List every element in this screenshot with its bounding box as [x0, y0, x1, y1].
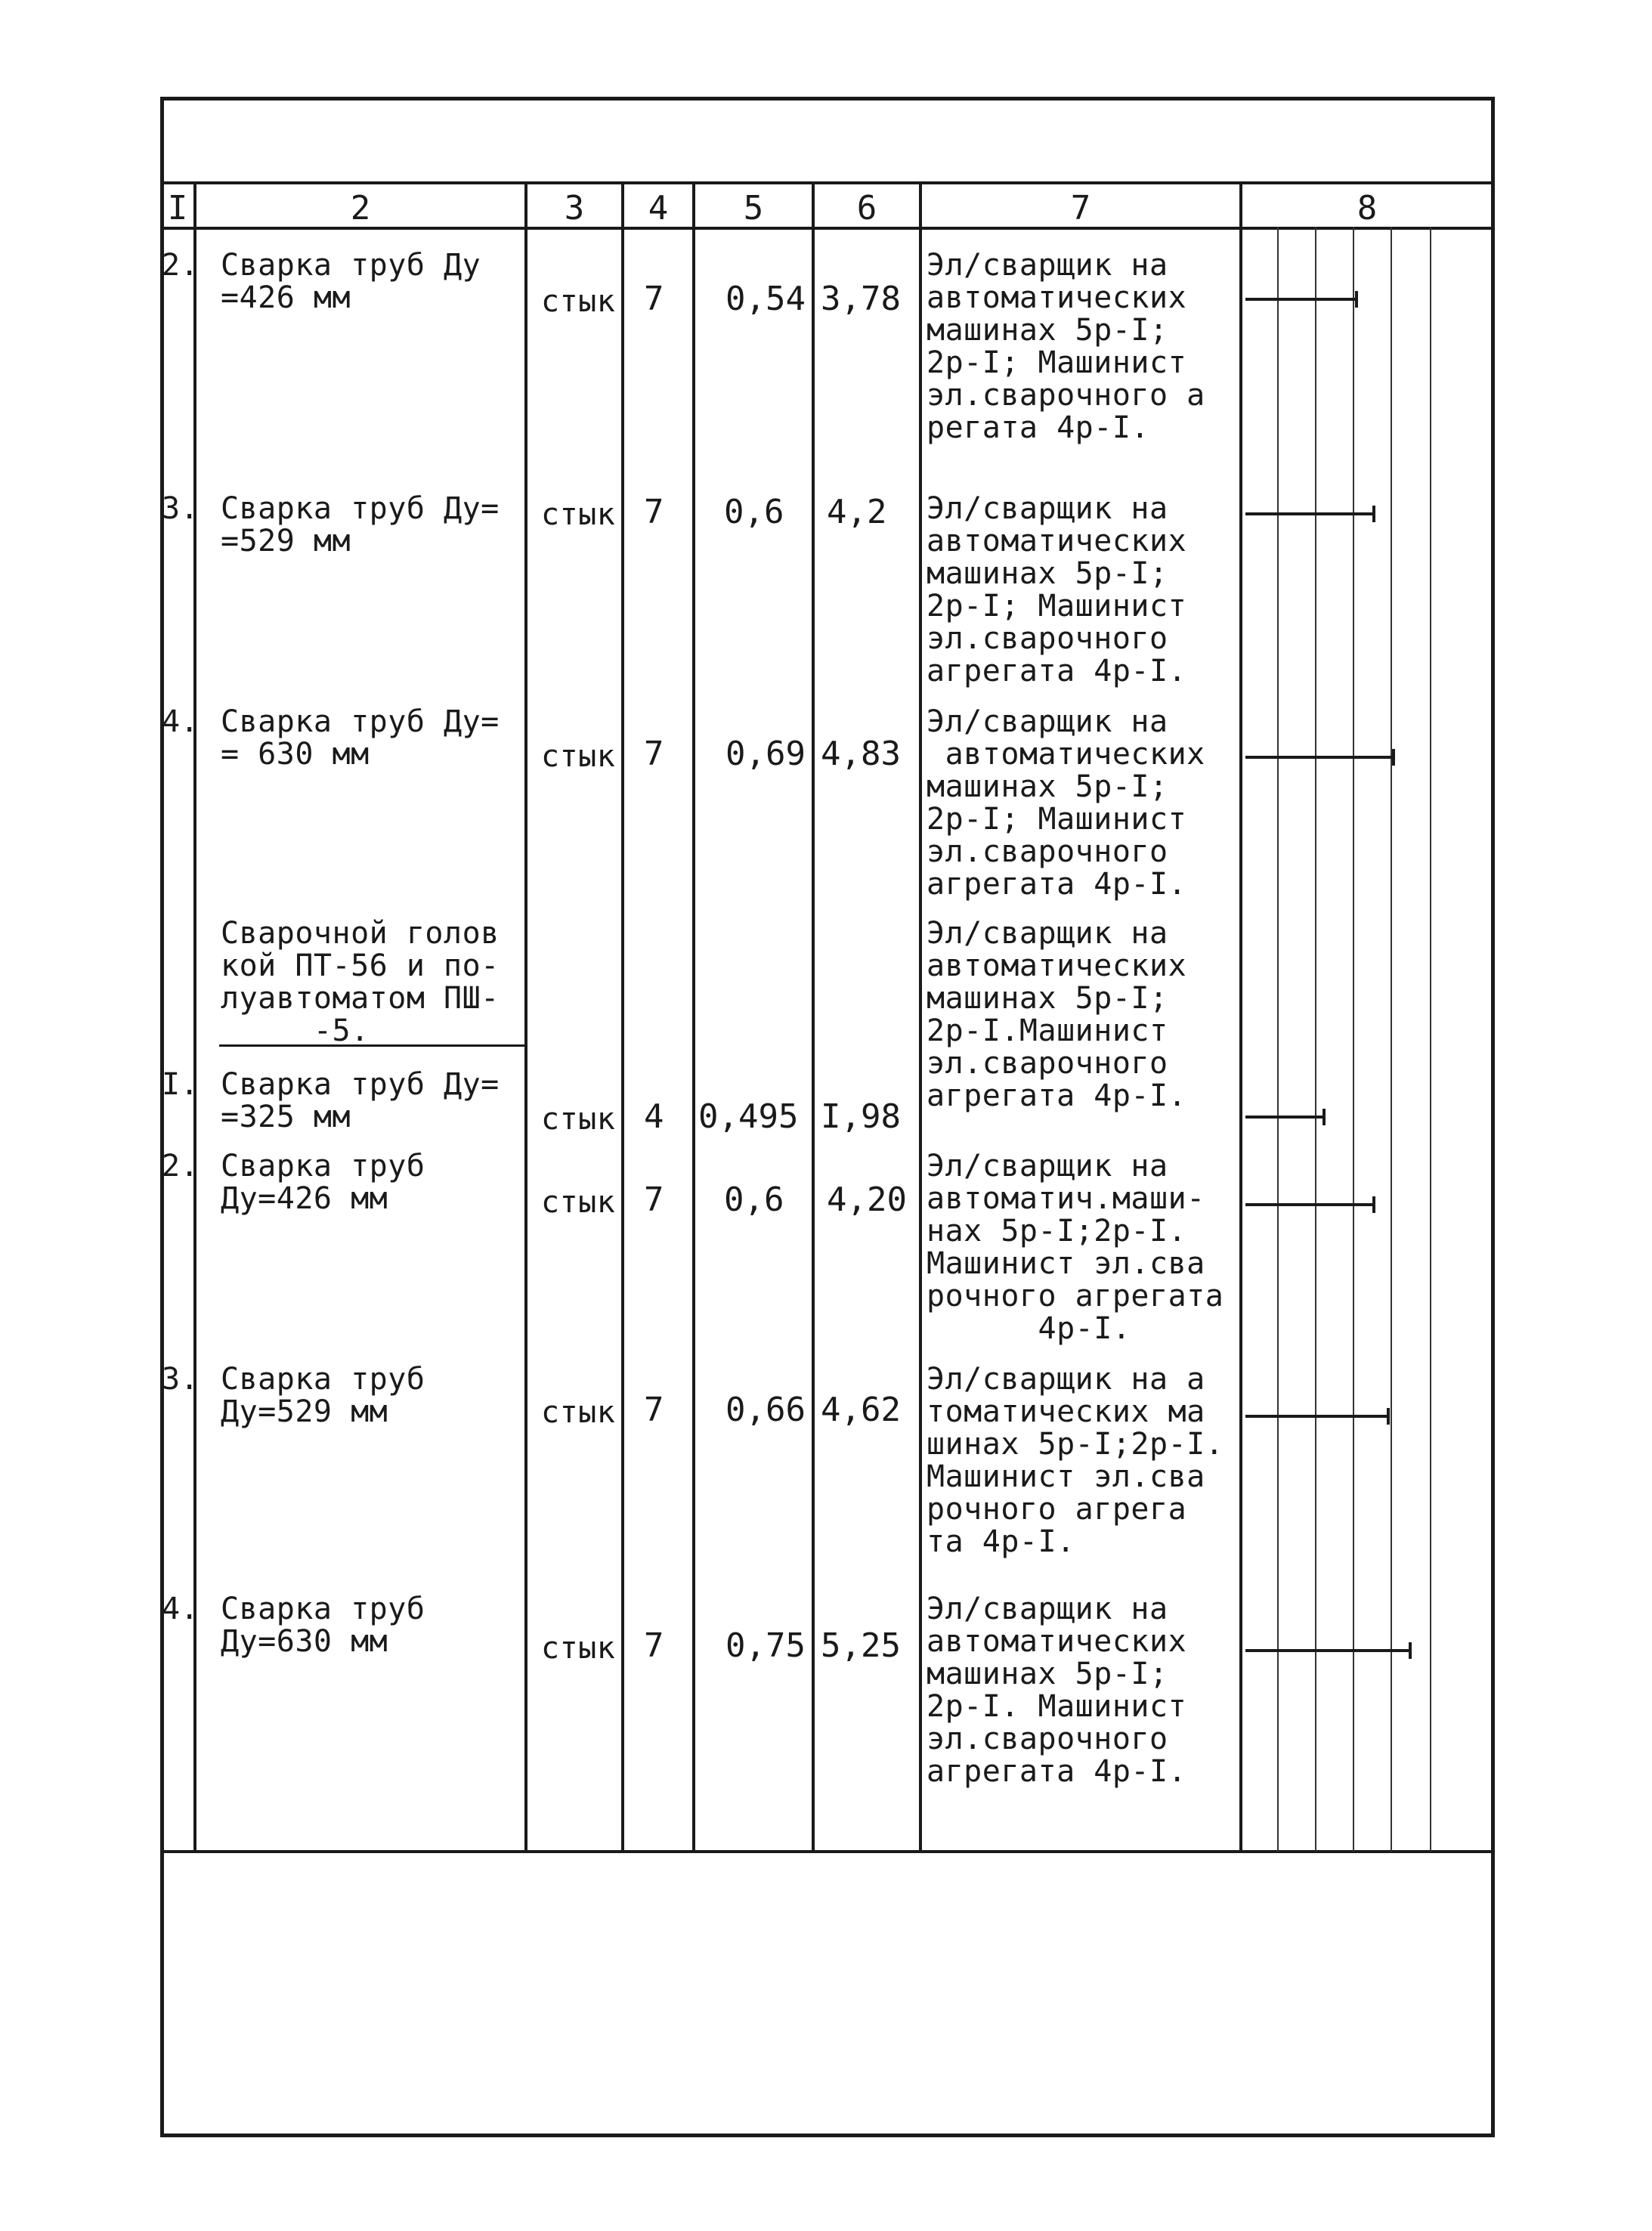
row-2-col5: 0,6	[724, 493, 784, 531]
row-6-gantt-tick	[1372, 1196, 1375, 1213]
row-7-col5: 0,66	[725, 1391, 806, 1429]
row-7-gantt-bar	[1245, 1415, 1388, 1418]
row-8-unit: стык	[541, 1631, 616, 1666]
row-8-col5: 0,75	[725, 1626, 806, 1665]
row-7-col6: 4,62	[821, 1391, 901, 1429]
header-col-4: 4	[648, 189, 669, 227]
row-3-workers: Эл/сварщик на автоматических машинах 5р-I; 2р-I; Машинист эл.сварочного агрегата 4р-I.	[927, 704, 1205, 902]
header-col-1: I	[167, 189, 188, 227]
row-7-name: Сварка труб Ду=529 мм	[221, 1362, 425, 1429]
row-6-name: Сварка труб Ду=426 мм	[221, 1149, 425, 1216]
header-col-8: 8	[1357, 189, 1378, 227]
row-3-col6: 4,83	[821, 735, 901, 773]
sub-col-8e	[1430, 227, 1431, 1852]
sub-col-8d	[1391, 227, 1392, 1852]
row-8-col6: 5,25	[821, 1626, 901, 1665]
row-2-gantt-tick	[1372, 506, 1375, 522]
row-8-gantt-bar	[1245, 1649, 1410, 1652]
row-6-col4: 7	[644, 1180, 664, 1219]
row-5-index: I.	[162, 1067, 200, 1102]
row-2-workers: Эл/сварщик на автоматических машинах 5р-I; 2р-I; Машинист эл.сварочного агрегата 4р-I.	[927, 491, 1187, 688]
row-3-col5: 0,69	[725, 735, 806, 773]
header-col-7: 7	[1070, 189, 1091, 227]
row-1-index: 2.	[162, 248, 200, 283]
row-3-unit: стык	[541, 739, 616, 774]
row-8-col4: 7	[644, 1626, 664, 1665]
header-col-2: 2	[350, 189, 371, 227]
header-col-6: 6	[856, 189, 877, 227]
col-divider-5	[812, 181, 815, 1852]
row-7-col4: 7	[644, 1391, 664, 1429]
table-bottom-line	[160, 1850, 1495, 1853]
row-7-gantt-tick	[1387, 1408, 1390, 1425]
row-5-unit: стык	[541, 1102, 616, 1137]
col-divider-2	[524, 181, 527, 1852]
row-2-gantt-bar	[1245, 512, 1374, 515]
row-8-gantt-tick	[1409, 1642, 1412, 1659]
sub-col-8c	[1353, 227, 1354, 1852]
row-2-name: Сварка труб Ду= =529 мм	[221, 491, 500, 559]
row-1-col6: 3,78	[821, 280, 901, 318]
row-6-unit: стык	[541, 1185, 616, 1220]
row-5-name: Сварка труб Ду= =325 мм	[221, 1067, 500, 1134]
row-4-subheading: Сварочной голов кой ПТ-56 и по- луавтоматом ПШ- -5.	[221, 916, 500, 1048]
row-6-workers: Эл/сварщик на автоматич.маши- нах 5р-I;2р-I. Машинист эл.сва рочного агрегата 4р-I.	[927, 1149, 1224, 1346]
row-3-name: Сварка труб Ду= = 630 мм	[221, 704, 500, 772]
row-2-index: 3.	[162, 491, 200, 526]
row-1-gantt-tick	[1355, 291, 1358, 308]
row-7-unit: стык	[541, 1395, 616, 1430]
header-col-3: 3	[564, 189, 585, 227]
row-3-gantt-tick	[1392, 749, 1395, 766]
row-4-workers: Эл/сварщик на автоматических машинах 5р-I; 2р-I.Машинист эл.сварочного агрегата 4р-I.	[927, 916, 1187, 1113]
row-2-unit: стык	[541, 497, 616, 532]
row-5-col6: I,98	[821, 1097, 901, 1136]
row-7-index: 3.	[162, 1362, 200, 1397]
row-1-workers: Эл/сварщик на автоматических машинах 5р-I; 2р-I; Машинист эл.сварочного а регата 4р-I.	[927, 248, 1205, 445]
row-8-workers: Эл/сварщик на автоматических машинах 5р-I; 2р-I. Машинист эл.сварочного агрегата 4р-I.	[927, 1592, 1187, 1789]
col-divider-4	[692, 181, 695, 1852]
row-3-gantt-bar	[1245, 756, 1394, 759]
row-5-col4: 4	[644, 1097, 664, 1136]
row-1-col4: 7	[644, 280, 664, 318]
row-6-gantt-bar	[1245, 1203, 1374, 1206]
row-5-col5: 0,495	[698, 1097, 799, 1136]
row-6-col6: 4,20	[827, 1180, 907, 1219]
row-2-col4: 7	[644, 493, 664, 531]
row-1-name: Сварка труб Ду =426 мм	[221, 248, 481, 315]
row-7-workers: Эл/сварщик на а томатических ма шинах 5р-I;2р-I. Машинист эл.сва рочного агрега та 4р-I.	[927, 1362, 1224, 1559]
col-divider-7	[1239, 181, 1242, 1852]
row-2-col6: 4,2	[827, 493, 887, 531]
sub-col-8a	[1277, 227, 1279, 1852]
row-8-index: 4.	[162, 1592, 200, 1626]
header-col-5: 5	[743, 189, 764, 227]
row-5-gantt-tick	[1323, 1109, 1326, 1125]
row-1-col5: 0,54	[725, 280, 806, 318]
row-8-name: Сварка труб Ду=630 мм	[221, 1592, 425, 1659]
col-divider-3	[621, 181, 624, 1852]
sub-col-8b	[1315, 227, 1316, 1852]
row-6-col5: 0,6	[724, 1180, 784, 1219]
row-5-gantt-bar	[1245, 1116, 1324, 1119]
row-6-index: 2.	[162, 1149, 200, 1184]
row-3-index: 4.	[162, 704, 200, 739]
row-3-col4: 7	[644, 735, 664, 773]
row-1-gantt-bar	[1245, 298, 1357, 301]
header-top-line	[160, 181, 1495, 184]
row-1-unit: стык	[541, 284, 616, 319]
col-divider-6	[919, 181, 922, 1852]
